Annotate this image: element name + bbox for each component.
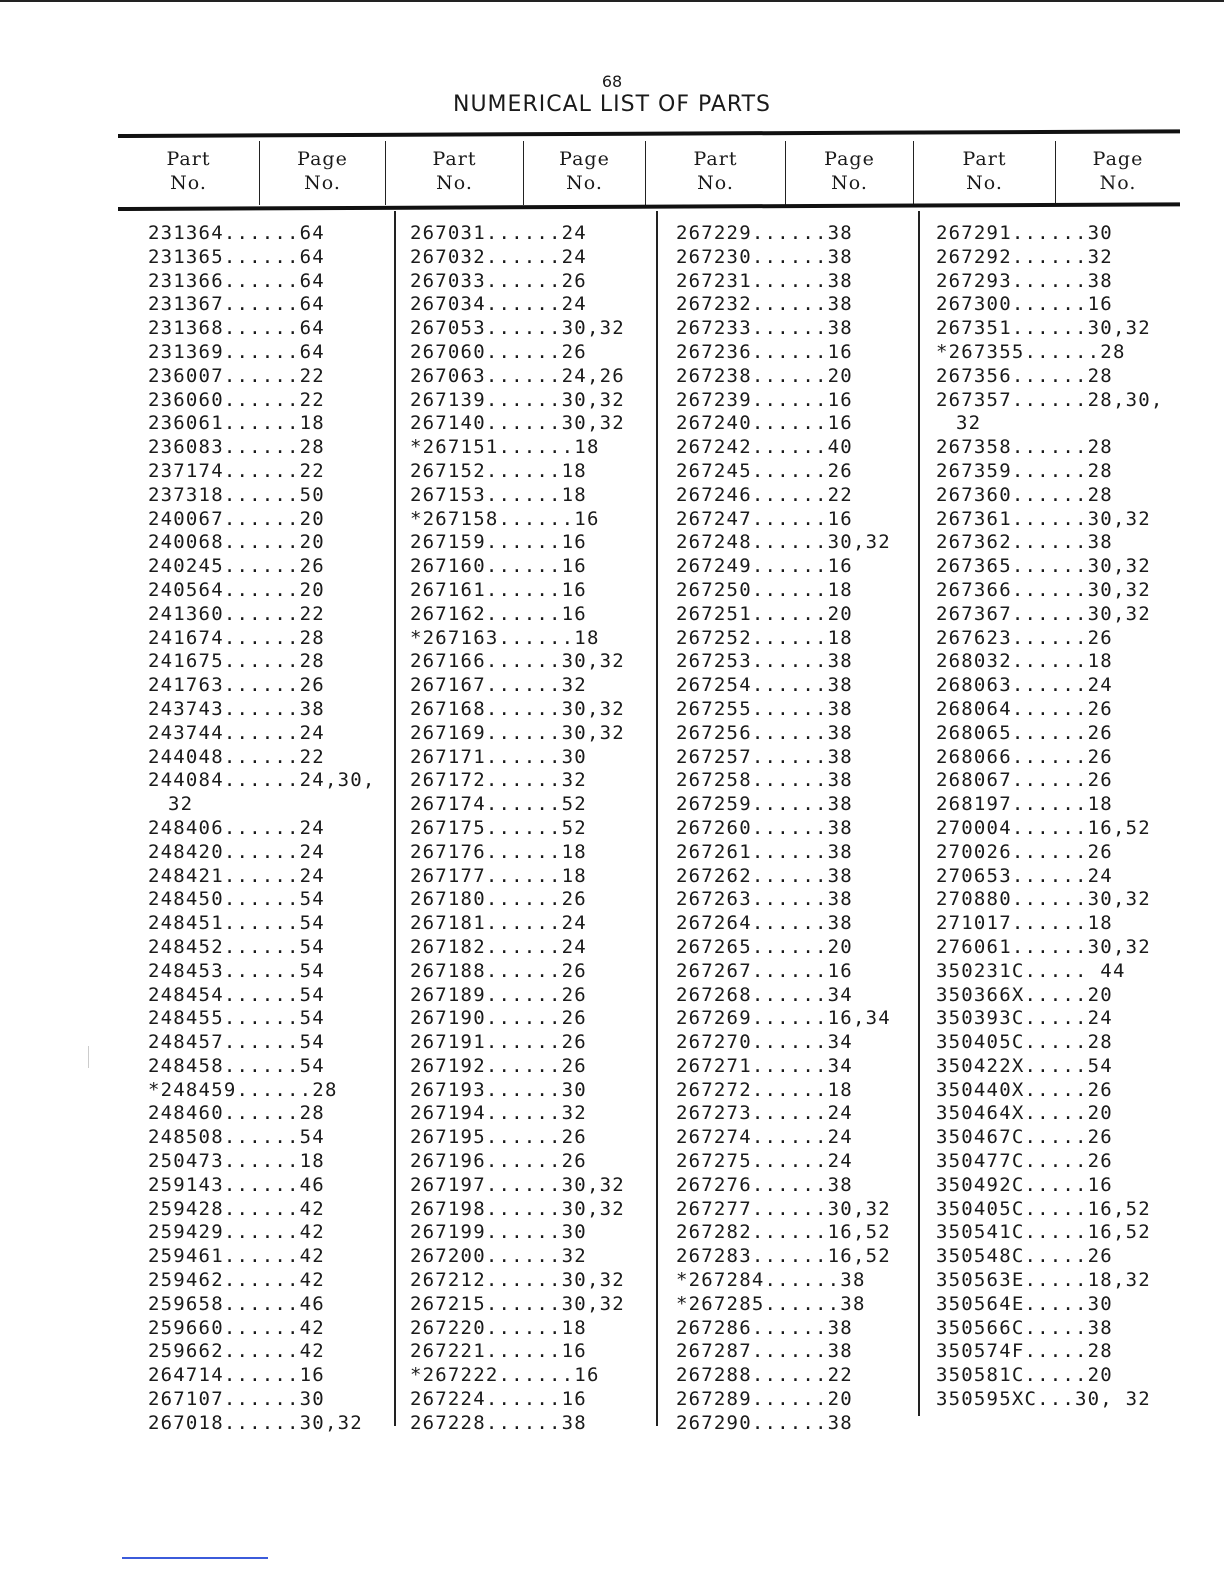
list-item: 248453......54 [148,959,325,982]
list-item: 268064......26 [936,697,1113,720]
list-item: 267174......52 [410,793,587,816]
list-item: 267259......38 [676,793,853,816]
list-item: 350541C.....16,52 [936,1221,1151,1244]
list-item: 267287......38 [676,1340,853,1363]
list-item: 267262......38 [676,864,853,887]
list-item: 350564E.....30 [936,1292,1113,1315]
footer-underline [122,1557,268,1559]
list-item: 248508......54 [148,1126,325,1149]
list-item: 268066......26 [936,745,1113,768]
list-item: 267215......30,32 [410,1292,625,1315]
list-item: 270653......24 [936,864,1113,887]
list-item: 259660......42 [148,1316,325,1339]
header-page-no-1: Page No. [260,141,386,205]
list-item: 267360......28 [936,483,1113,506]
list-item: 267246......22 [676,483,853,506]
list-item: 32 [168,793,194,816]
list-item: *267222......16 [410,1364,600,1387]
list-item: 267248......30,32 [676,531,891,554]
list-item: 267196......26 [410,1150,587,1173]
list-item: 267256......38 [676,721,853,744]
margin-mark [88,1046,89,1068]
list-item: 270004......16,52 [936,816,1151,839]
list-item: 267255......38 [676,697,853,720]
table-header [118,141,1180,205]
list-item: 267365......30,32 [936,555,1151,578]
list-item: 350581C.....20 [936,1364,1113,1387]
list-item: 268063......24 [936,674,1113,697]
list-item: 267180......26 [410,888,587,911]
list-item: 236061......18 [148,412,325,435]
list-item: 259658......46 [148,1292,325,1315]
list-item: 267220......18 [410,1316,587,1339]
list-item: 259429......42 [148,1221,325,1244]
list-item: 243743......38 [148,697,325,720]
list-item: 270880......30,32 [936,888,1151,911]
list-item: 267221......16 [410,1340,587,1363]
list-item: 267366......30,32 [936,578,1151,601]
list-item: 267224......16 [410,1388,587,1411]
list-item: 267261......38 [676,840,853,863]
list-item: 231365......64 [148,245,325,268]
list-item: *267285......38 [676,1292,866,1315]
list-item: 267031......24 [410,222,587,244]
list-item: 267277......30,32 [676,1197,891,1220]
list-item: 267289......20 [676,1388,853,1411]
list-item: 248450......54 [148,888,325,911]
list-item: 350422X.....54 [936,1054,1113,1077]
list-item: 240067......20 [148,507,325,530]
list-item: 267194......32 [410,1102,587,1125]
list-item: 267230......38 [676,245,853,268]
list-item: 267166......30,32 [410,650,625,673]
list-item: 267167......32 [410,674,587,697]
list-item: 267623......26 [936,626,1113,649]
list-item: 241675......28 [148,650,325,673]
list-item: 267238......20 [676,364,853,387]
list-item: 267034......24 [410,293,587,316]
list-item: 267171......30 [410,745,587,768]
list-item: 231366......64 [148,269,325,292]
list-item: 267193......30 [410,1078,587,1101]
list-item: *267151......18 [410,436,600,459]
list-item: 350595XC...30, 32 [936,1388,1151,1411]
list-item: 267275......24 [676,1150,853,1173]
list-item: 240068......20 [148,531,325,554]
list-item: 350440X.....26 [936,1078,1113,1101]
list-item: 267195......26 [410,1126,587,1149]
parts-column-1 [148,222,418,1436]
list-item: 267192......26 [410,1054,587,1077]
header-page-no-2: Page No. [524,141,646,205]
list-item: 259461......42 [148,1245,325,1268]
list-item: 267018......30,32 [148,1411,363,1434]
list-item: 267032......24 [410,245,587,268]
top-rule [0,0,1224,2]
list-item: 236007......22 [148,364,325,387]
list-item: 267268......34 [676,983,853,1006]
list-item: 267198......30,32 [410,1197,625,1220]
list-item: 267200......32 [410,1245,587,1268]
list-item: 267253......38 [676,650,853,673]
list-item: 267293......38 [936,269,1113,292]
list-item: 350405C.....16,52 [936,1197,1151,1220]
list-item: 267263......38 [676,888,853,911]
list-item: 267233......38 [676,317,853,340]
page-number: 68 [601,72,623,91]
list-item: 248460......28 [148,1102,325,1125]
list-item: 267060......26 [410,340,587,363]
list-item: 276061......30,32 [936,935,1151,958]
list-item: 267239......16 [676,388,853,411]
list-item: 268032......18 [936,650,1113,673]
list-item: 267251......20 [676,602,853,625]
list-item: 267300......16 [936,293,1113,316]
list-item: 267367......30,32 [936,602,1151,625]
list-item: 267212......30,32 [410,1269,625,1292]
list-item: 236083......28 [148,436,325,459]
list-item: 231367......64 [148,293,325,316]
parts-column-2 [410,222,680,1436]
parts-column-4 [936,222,1206,1412]
list-item: 267269......16,34 [676,1007,891,1030]
list-item: 231368......64 [148,317,325,340]
list-item: 231364......64 [148,222,325,244]
list-item: 267153......18 [410,483,587,506]
list-item: 267182......24 [410,935,587,958]
list-item: 350393C.....24 [936,1007,1113,1030]
list-item: 267270......34 [676,1031,853,1054]
list-item: 268197......18 [936,793,1113,816]
list-item: 267160......16 [410,555,587,578]
list-item: 267231......38 [676,269,853,292]
list-item: 241674......28 [148,626,325,649]
list-item: 267197......30,32 [410,1173,625,1196]
list-item: 267236......16 [676,340,853,363]
list-item: 267274......24 [676,1126,853,1149]
header-part-no-3: Part No. [646,141,786,205]
list-item: 267286......38 [676,1316,853,1339]
list-item: 267361......30,32 [936,507,1151,530]
list-item: 267359......28 [936,459,1113,482]
list-item: 267362......38 [936,531,1113,554]
list-item: 248420......24 [148,840,325,863]
list-item: 350467C.....26 [936,1126,1113,1149]
list-item: 267228......38 [410,1411,587,1434]
list-item: 241360......22 [148,602,325,625]
list-item: 267063......24,26 [410,364,625,387]
list-item: 267252......18 [676,626,853,649]
list-item: 267358......28 [936,436,1113,459]
list-item: 267191......26 [410,1031,587,1054]
header-part-no-1: Part No. [118,141,260,205]
list-item: 248454......54 [148,983,325,1006]
list-item: 244084......24,30, [148,769,376,792]
list-item: *267284......38 [676,1269,866,1292]
list-item: 267139......30,32 [410,388,625,411]
list-item: 267249......16 [676,555,853,578]
list-item: 267356......28 [936,364,1113,387]
list-item: 267282......16,52 [676,1221,891,1244]
list-item: 267229......38 [676,222,853,244]
list-item: 267240......16 [676,412,853,435]
list-item: *267158......16 [410,507,600,530]
list-item: 267169......30,32 [410,721,625,744]
list-item: 267175......52 [410,816,587,839]
list-item: 267254......38 [676,674,853,697]
list-item: 267159......16 [410,531,587,554]
list-item: 267260......38 [676,816,853,839]
list-item: 248421......24 [148,864,325,887]
list-item: 350405C.....28 [936,1031,1113,1054]
list-item: 240245......26 [148,555,325,578]
list-item: 237318......50 [148,483,325,506]
header-page-no-3: Page No. [786,141,914,205]
list-item: 267257......38 [676,745,853,768]
list-item: 237174......22 [148,459,325,482]
list-item: 267247......16 [676,507,853,530]
list-item: 248457......54 [148,1031,325,1054]
list-item: 268067......26 [936,769,1113,792]
list-item: 267250......18 [676,578,853,601]
list-item: 267267......16 [676,959,853,982]
list-item: 241763......26 [148,674,325,697]
header-part-no-2: Part No. [386,141,524,205]
header-top-rule [118,129,1180,138]
list-item: 244048......22 [148,745,325,768]
list-item: 267172......32 [410,769,587,792]
list-item: 267242......40 [676,436,853,459]
list-item: 267162......16 [410,602,587,625]
list-item: 267290......38 [676,1411,853,1434]
list-item: 248458......54 [148,1054,325,1077]
list-item: 350566C.....38 [936,1316,1113,1339]
list-item: 267273......24 [676,1102,853,1125]
list-item: 267276......38 [676,1173,853,1196]
list-item: 259143......46 [148,1173,325,1196]
parts-column-3 [676,222,946,1436]
list-item: 267053......30,32 [410,317,625,340]
list-item: 271017......18 [936,912,1113,935]
list-item: *267163......18 [410,626,600,649]
list-item: 267140......30,32 [410,412,625,435]
list-item: 350563E.....18,32 [936,1269,1151,1292]
list-item: 350548C.....26 [936,1245,1113,1268]
list-item: 350574F.....28 [936,1340,1113,1363]
list-item: 267283......16,52 [676,1245,891,1268]
list-item: 236060......22 [148,388,325,411]
list-item: 267176......18 [410,840,587,863]
list-item: 231369......64 [148,340,325,363]
list-item: 267264......38 [676,912,853,935]
list-item: 267107......30 [148,1388,325,1411]
list-item: 267351......30,32 [936,317,1151,340]
header-part-no-4: Part No. [914,141,1056,205]
list-item: 248452......54 [148,935,325,958]
header-page-no-4: Page No. [1092,148,1144,194]
list-item: 248455......54 [148,1007,325,1030]
list-item: 267188......26 [410,959,587,982]
list-item: *267355......28 [936,340,1126,363]
list-item: 267181......24 [410,912,587,935]
list-item: 267288......22 [676,1364,853,1387]
list-item: 259662......42 [148,1340,325,1363]
list-item: 267245......26 [676,459,853,482]
list-item: 350464X.....20 [936,1102,1113,1125]
list-item: 267168......30,32 [410,697,625,720]
list-item: 350231C..... 44 [936,959,1126,982]
list-item: 268065......26 [936,721,1113,744]
list-item: 248406......24 [148,816,325,839]
list-item: 32 [956,412,982,435]
list-item: 350492C.....16 [936,1173,1113,1196]
list-item: 267271......34 [676,1054,853,1077]
list-item: 267190......26 [410,1007,587,1030]
list-item: 267272......18 [676,1078,853,1101]
list-item: 250473......18 [148,1150,325,1173]
list-item: 267189......26 [410,983,587,1006]
list-item: 259428......42 [148,1197,325,1220]
list-item: 240564......20 [148,578,325,601]
list-item: 264714......16 [148,1364,325,1387]
list-item: 267152......18 [410,459,587,482]
list-item: 270026......26 [936,840,1113,863]
list-item: 267258......38 [676,769,853,792]
list-item: 267033......26 [410,269,587,292]
list-item: 267161......16 [410,578,587,601]
list-item: *248459......28 [148,1078,338,1101]
list-item: 243744......24 [148,721,325,744]
page-title: NUMERICAL LIST OF PARTS [453,92,771,117]
list-item: 350477C.....26 [936,1150,1113,1173]
list-item: 267199......30 [410,1221,587,1244]
list-item: 267232......38 [676,293,853,316]
list-item: 267357......28,30, [936,388,1164,411]
list-item: 248451......54 [148,912,325,935]
list-item: 267177......18 [410,864,587,887]
list-item: 350366X.....20 [936,983,1113,1006]
list-item: 267265......20 [676,935,853,958]
list-item: 267291......30 [936,222,1113,244]
list-item: 259462......42 [148,1269,325,1292]
list-item: 267292......32 [936,245,1113,268]
